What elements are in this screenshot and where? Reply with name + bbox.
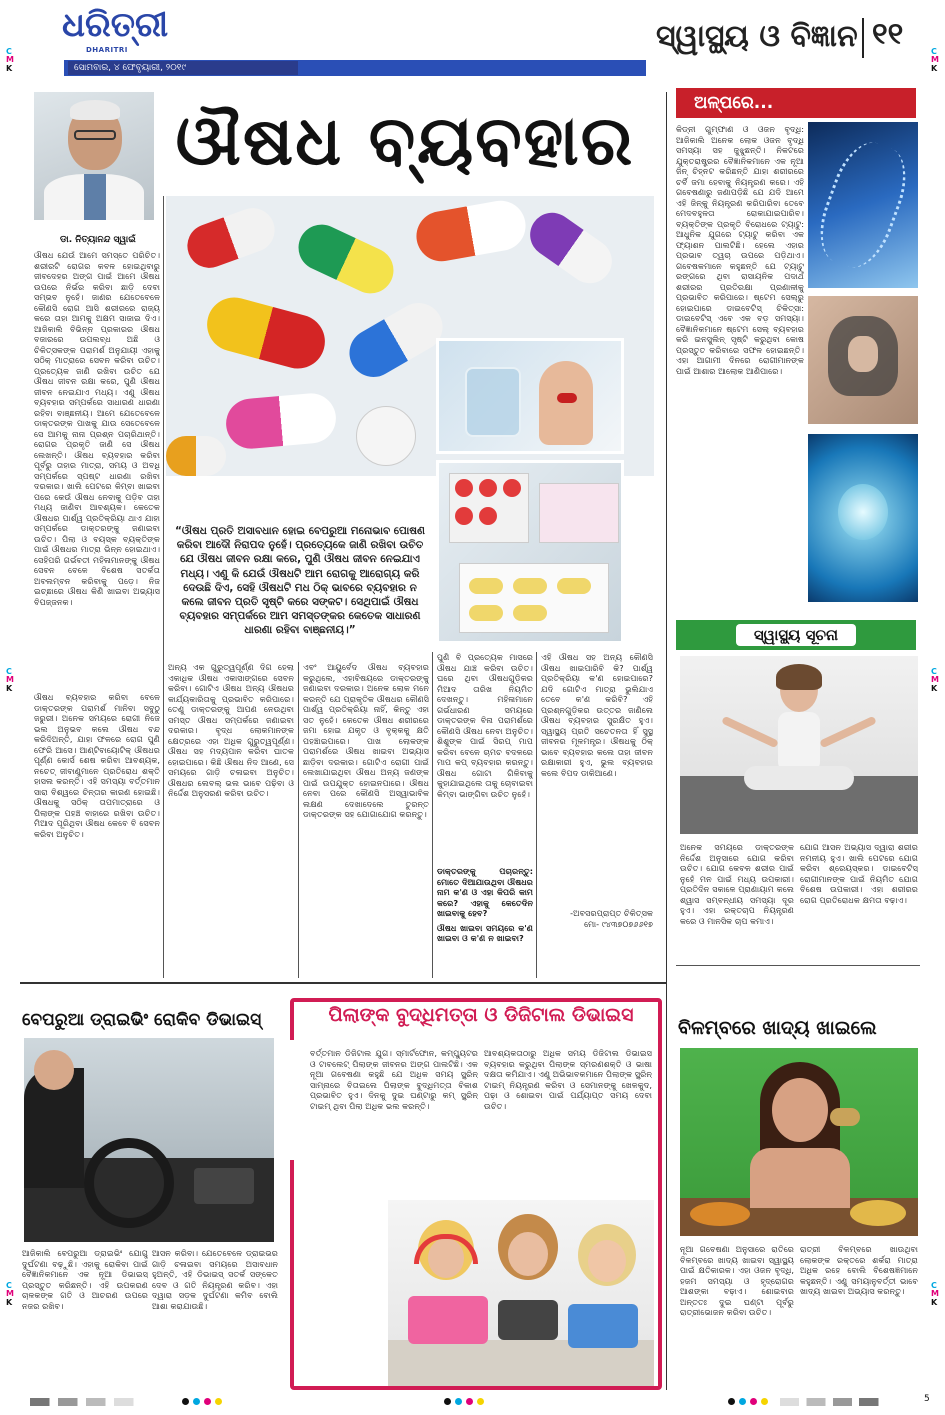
- main-col4: [437, 652, 533, 976]
- health-tips-banner: [676, 620, 916, 650]
- driving-photo: [24, 1038, 274, 1242]
- main-col1-text: ଔଷଧ ଯେଉଁ ଆମେ ସମସ୍ତେ ପରିଚିତ। ଶରୀରଟି ରୋଗର କବଳ ହୋଇଥିବାରୁ ଜୀବଦେହର ଅଙ୍ଗ ପାଇଁ ଆମେ ଔଷଧ ଉପରେ ନିର୍ଭର କରିବା ଛାଡ଼ି ଦେବା ସମ୍ଭବ ନୁହେଁ। ଜାଣର ଯେତେବେଳେ କୌଣସି ରୋଗ ଆସି ଶରୀରରେ ରାଜ୍ୟ କରେ ତାହା ଆମକୁ ଅକ୍ଷମ ସାଜାଇ ଦିଏ। ଆଜିକାଲି ବିଭିନ୍ନ ପ୍ରକାରର ଔଷଧ ବଜାରରେ ଉପଲବ୍ଧ ଅଛି ଓ ଚିକିତ୍ସକଙ୍କ ପରାମର୍ଶ ଅନୁଯାୟୀ ଏହାକୁ ସଠିକ୍ ମାତ୍ରାରେ ସେବନ କରିବା ଉଚିତ। ପ୍ରତ୍ୟେକ ଜାଣି ରଖିବା ଉଚିତ ଯେ ଔଷଧ ଜୀବନ ରକ୍ଷା କରେ, ପୁଣି ଔଷଧ ଜୀବନ ନେଇଯାଏ ମଧ୍ୟ। ଏଣୁ ଔଷଧ ବ୍ୟବହାର ସମ୍ପର୍କରେ ସାଧାରଣ ଧାରଣା ରହିବା ବାଞ୍ଛନୀୟ। ଆମେ ଯେତେବେଳେ ଡାକ୍ତରଙ୍କ ପାଖକୁ ଯାଉ ସେତେବେଳେ ସେ ଆମକୁ ନାନା ପ୍ରଶ୍ନ ପଚାରିଥାନ୍ତି। ରୋଗର ପ୍ରକୃତି ଜାଣି ସେ ଔଷଧ ଲେଖନ୍ତି। ଔଷଧ ବ୍ୟବହାର କରିବା ପୂର୍ବରୁ ତାହାର ମାତ୍ରା, ସମୟ ଓ ଅବଧି ସମ୍ପର୍କରେ ସ୍ପଷ୍ଟ ଧାରଣା ରଖିବା ଦରକାର। ଖାଲି ପେଟରେ କିମ୍ବା ଖାଇବା ପରେ କେଉଁ ଔଷଧ ନେବାକୁ ପଡ଼ିବ ତାହା ମଧ୍ୟ ଜାଣିବା ଆବଶ୍ୟକ। କେତେକ ଔଷଧର ପାର୍ଶ୍ୱ ପ୍ରତିକ୍ରିୟା ଥାଏ ଯାହା ସମ୍ପର୍କରେ ଡାକ୍ତରଙ୍କୁ ଜଣାଇବା ଉଚିତ। ପିଲା ଓ ବୟସ୍କ ବ୍ୟକ୍ତିଙ୍କ ପାଇଁ ଔଷଧର ମାତ୍ରା ଭିନ୍ନ ହୋଇଥାଏ। ସେହିପରି ଗର୍ଭବତୀ ମହିଳାମାନଙ୍କୁ ଔଷଧ ସେବନ ବେଳେ ବିଶେଷ ସତର୍କତା ଅବଲମ୍ବନ କରିବାକୁ ପଡ଼େ। ନିଜ ଇଚ୍ଛାରେ ଔଷଧ କିଣି ଖାଇବା ଅଭ୍ୟାସ ବିପଜ୍ଜନକ।: [34, 250, 160, 607]
- children-devices-photo: [388, 1200, 654, 1386]
- registration-dots-right: [728, 1398, 768, 1405]
- section-title: ସ୍ୱାସ୍ଥ୍ୟ ଓ ବିଜ୍ଞାନ: [656, 19, 858, 54]
- author-hair: [70, 100, 120, 120]
- masthead: [0, 0, 945, 88]
- pull-quote: “ଔଷଧ ପ୍ରତି ଅସାବଧାନ ହୋଇ ବେପରୁଆ ମନୋଭାବ ପୋଷଣ କରିବା ଆଦୌ ନିରାପଦ ନୁହେଁ। ପ୍ରତ୍ୟେକେ ଜାଣି ରଖିବା ଉଚିତ ଯେ ଔଷଧ ଜୀବନ ରକ୍ଷା କରେ, ପୁଣି ଔଷଧ ଜୀବନ ନେଇଯାଏ ମଧ୍ୟ। ଏଣୁ କି ଯେଉଁ ଔଷଧଟି ଆମ ରୋଗକୁ ଆରୋଗ୍ୟ କରି ଦେଉଛି ଦିଏ, ସେହି ଔଷଧଟି ମଧ ଠିକ୍ ଭାବରେ ବ୍ୟବହାର ନ କଲେ ଜୀବନ ପ୍ରତି ସୃଷ୍ଟି କରେ ସଙ୍କଟ। ସେଥିପାଇଁ ଔଷଧ ବ୍ୟବହାର ସମ୍ପର୍କରେ ଆମ ସମସ୍ତଙ୍କର କେତେକ ସାଧାରଣ ଧାରଣା ରହିବା ବାଞ୍ଛନୀୟ।”: [175, 525, 425, 637]
- rule-main-4: [432, 652, 433, 978]
- author-shirt: [84, 174, 106, 220]
- main-col4-text: ପୁଣି ବି ପ୍ରତ୍ୟେକ ମାସରେ ଔଷଧ ଯାଞ୍ଚ କରିବା ଉଚିତ। ଘରେ ଥିବା ଔଷଧଗୁଡ଼ିକର ମିଆଦ ତାରିଖ ନିୟମିତ ଦେଖନ୍ତୁ। ମହିଳାମାନେ ଗର୍ଭଧାରଣ ସମୟରେ ଡାକ୍ତରଙ୍କ ବିନା ପରାମର୍ଶରେ କୌଣସି ଔଷଧ ନେବା ଅନୁଚିତ। ଶିଶୁଙ୍କ ପାଇଁ ସିରପ୍ ମାପ କରିବା ବେଳେ ଚାମଚ ବଦଳରେ ମାପ କପ୍ ବ୍ୟବହାର କରନ୍ତୁ। ଔଷଧ ଗୋଟା ଗିଳିବାକୁ କୁହାଯାଇଥିଲେ ତାକୁ ଚୋବାଇବା କିମ୍ବା ଭାଙ୍ଗିବା ଉଚିତ ନୁହେଁ।: [437, 652, 533, 799]
- main-col5-text: ଏହି ଔଷଧ ସହ ଅନ୍ୟ କୌଣସି ଔଷଧ ଖାଇପାରିବି କି? ପାର୍ଶ୍ୱ ପ୍ରତିକ୍ରିୟା କ'ଣ ହୋଇପାରେ? ଯଦି ଗୋଟିଏ ମାତ୍ରା ଭୁଲିଯାଏ ତେବେ କ'ଣ କରିବି? ଏହି ପ୍ରଶ୍ନଗୁଡ଼ିକର ଉତ୍ତର ଜାଣିଲେ ଔଷଧ ବ୍ୟବହାର ସୁରକ୍ଷିତ ହୁଏ। ସ୍ୱାସ୍ଥ୍ୟ ପ୍ରତି ସଚେତନତା ହିଁ ସୁସ୍ଥ ଜୀବନର ମୂଳମନ୍ତ୍ର। ଔଷଧକୁ ଠିକ୍ ଭାବେ ବ୍ୟବହାର କଲେ ତାହା ଜୀବନ ରକ୍ଷାକାରୀ ହୁଏ, ଭୁଲ ବ୍ୟବହାର କଲେ ବିପଦ ଡାକିଆଣେ।: [541, 652, 653, 778]
- brief-text: କିଡ୍ନୀ ଗୁମ୍ଫାଣ ଓ ଓଜନ ବୃଦ୍ଧି: ଆଜିକାଲି ଅନେକ ଲୋକ ଓଜନ ବୃଦ୍ଧି ସମସ୍ୟା ସହ ଜୁଝୁଛନ୍ତି। ନିକଟରେ ଯୁକ୍ତରାଷ୍ଟ୍ରର ବୈଜ୍ଞାନିକମାନେ ଏକ ନୂଆ ଜିନ୍ ଚିହ୍ନଟ କରିଛନ୍ତି ଯାହା ଶରୀରରେ ଚର୍ବି ଜମା ହେବାକୁ ନିୟନ୍ତ୍ରଣ କରେ। ଏହି ଗବେଷଣାରୁ ଜଣାପଡ଼ିଛି ଯେ ଯଦି ଆମେ ଏହି ଜିନ୍‌କୁ ନିୟନ୍ତ୍ରଣ କରିପାରିବା ତେବେ ମେଦବହୁଳତା ରୋକାଯାଇପାରିବ। ବ୍ୟକ୍ତିଙ୍କ ପ୍ରକୃତି ବିରୋଧରେ ଟ୍ୟାଟୁ: ଆଧୁନିକ ଯୁଗରେ ଟ୍ୟାଟୁ କରିବା ଏକ ଫ୍ୟାଶନ ପାଲଟିଛି। ହେଲେ ଏହାର ପ୍ରଭାବ ତ୍ୱଚା ଉପରେ ପଡ଼ିଥାଏ। ଗବେଷକମାନେ କହୁଛନ୍ତି ଯେ ଟ୍ୟାଟୁ ରଙ୍ଗରେ ଥିବା ରାସାୟନିକ ପଦାର୍ଥ ଶରୀରର ପ୍ରତିରକ୍ଷା ପ୍ରଣାଳୀକୁ ପ୍ରଭାବିତ କରିପାରେ। ଷ୍ଟେମ ସେଲ୍‌ରୁ ହୋଇପାରେ ଡାଇବେଟିସ୍ ଚିକିତ୍ସା: ଡାଇବେଟିସ୍ ଏବେ ଏକ ବଡ଼ ସମସ୍ୟା। ବୈଜ୍ଞାନିକମାନେ ଷ୍ଟେମ ସେଲ୍ ବ୍ୟବହାର କରି ଇନସୁଲିନ୍ ସୃଷ୍ଟି କରୁଥିବା କୋଷ ପ୍ରସ୍ତୁତ କରିବାରେ ସଫଳ ହୋଇଛନ୍ତି। ଏହା ଆଗାମୀ ଦିନରେ ରୋଗୀମାନଙ୍କ ପାଇଁ ଆଶାର ଆଲୋକ ଆଣିପାରେ।: [676, 124, 804, 376]
- cmk-mark-bottom-left: C M K: [6, 1281, 14, 1307]
- registration-dots-left: [182, 1398, 222, 1405]
- cmk-mark-mid-left: C M K: [6, 667, 14, 693]
- rule-main-2: [163, 662, 164, 978]
- footer-grey-blocks: [30, 1398, 170, 1406]
- driving-text-left: ଆଜିକାଲି ବେପରୁଆ ଡ୍ରାଇଭିଂ ଯୋଗୁ ଦୁର୍ଘଟଣା ବଢ଼ୁଛି। ଏହାକୁ ରୋକିବା ପାଇଁ ବୈଜ୍ଞାନିକମାନେ ଏକ ନୂଆ ଡିଭାଇସ୍ ପ୍ରସ୍ତୁତ କରିଛନ୍ତି। ଏହି ଉପକରଣ ଚାଳକଙ୍କ ଗତି ଓ ଆଚରଣ ଉପରେ ନଜର ରଖିବ।: [22, 1248, 148, 1311]
- children-frame-gap: [286, 1040, 296, 1160]
- logo: [62, 5, 192, 60]
- late-eating-banner-text: ବିଳମ୍ବରେ ଖାଦ୍ୟ ଖାଇଲେ: [678, 1017, 877, 1039]
- main-col4-subhead: ଡାକ୍ତରଙ୍କୁ ପଚାରନ୍ତୁ: ମୋତେ ଦିଆଯାଉଥିବା ଔଷଧର ନାମ କ'ଣ ଓ ଏହା କିପରି କାମ କରେ? ଏହାକୁ କେତେଦିନ ଖାଇବାକୁ ହେବ?: [437, 866, 533, 918]
- main-col5: [541, 652, 653, 976]
- rule-right-mid: [676, 965, 920, 966]
- late-eating-banner: [678, 1010, 918, 1046]
- health-tips-text-left: ଅନେକ ସମୟରେ ଡାକ୍ତରଙ୍କ ନିର୍ଦ୍ଦେଶ ଅନୁସାରେ ଯୋଗ କରିବା ଉଚିତ। ଯୋଗ କେବଳ ଶରୀର ପାଇଁ ନୁହେଁ ମନ ପାଇଁ ମଧ୍ୟ ଉପକାରୀ। ପ୍ରତିଦିନ ସକାଳେ ପ୍ରାଣାୟାମ କଲେ ଶ୍ୱାସ ସମ୍ବନ୍ଧୀୟ ସମସ୍ୟା ଦୂର ହୁଏ। ଏହା ରକ୍ତଚାପ ନିୟନ୍ତ୍ରଣ କରେ ଓ ମାନସିକ ଚାପ କମାଏ।: [680, 842, 794, 926]
- late-eating-text-left: ନୂଆ ଗବେଷଣା ଅନୁସାରେ ରାତିରେ ବିଳମ୍ବରେ ଖାଦ୍ୟ ଖାଇବା ସ୍ୱାସ୍ଥ୍ୟ ପାଇଁ କ୍ଷତିକାରକ। ଏହା ଓଜନ ବୃଦ୍ଧି, ହଜମ ସମସ୍ୟା ଓ ହୃଦ୍‌ରୋଗର ଆଶଙ୍କା ବଢ଼ାଏ। ଶୋଇବାର ଅନ୍ତତଃ ଦୁଇ ଘଣ୍ଟା ପୂର୍ବରୁ ରାତ୍ରୀଭୋଜନ କରିବା ଉଚିତ।: [680, 1244, 794, 1317]
- stem-cell-photo: [808, 434, 918, 602]
- author-glasses: [74, 130, 116, 140]
- yoga-photo: [680, 656, 918, 834]
- footer-page-num: 5: [924, 1394, 930, 1404]
- cmk-mark-mid-right: C M K: [931, 667, 939, 693]
- author-photo: [34, 92, 154, 220]
- rule-main-3: [298, 662, 299, 978]
- page-number: ୧୧: [872, 17, 904, 52]
- registration-dots-center: [444, 1398, 484, 1405]
- health-tips-banner-text: ସ୍ୱାସ୍ଥ୍ୟ ସୂଚନା: [736, 624, 856, 646]
- footer-grey-blocks-right: [780, 1398, 900, 1406]
- logo-text: ଧରିତ୍ରୀ: [62, 5, 169, 45]
- cmk-mark-top-left: C M K: [6, 47, 14, 73]
- health-tips-text-right: ଯୋଗ ଆସନ ଅଭ୍ୟାସ ଦ୍ୱାରା ଶରୀର ନମନୀୟ ହୁଏ। ଖାଲି ପେଟରେ ଯୋଗ କରିବା ଶ୍ରେୟସ୍କର। ଡାଇବେଟିସ୍ ରୋଗୀମାନଙ୍କ ପାଇଁ ନିୟମିତ ଯୋଗ ବିଶେଷ ଉପକାରୀ। ଏହା ଶରୀରର ରୋଗ ପ୍ରତିରୋଧକ କ୍ଷମତା ବଢ଼ାଏ।: [800, 842, 918, 905]
- logo-sub: DHARITRI: [86, 46, 128, 54]
- date-text: ସୋମବାର, ୪ ଫେବୃୟାରୀ, ୨୦୧୯: [68, 61, 298, 75]
- main-col2-text: ଅନ୍ୟ ଏକ ଗୁରୁତ୍ୱପୂର୍ଣ୍ଣ ଦିଗ ହେଲା ଏକାଧିକ ଔଷଧ ଏକାସାଙ୍ଗରେ ସେବନ କରିବା। ଗୋଟିଏ ଔଷଧ ଅନ୍ୟ ଔଷଧର କାର୍ଯ୍ୟକାରିତାକୁ ପ୍ରଭାବିତ କରିପାରେ। ତେଣୁ ଡାକ୍ତରଙ୍କୁ ଆପଣ ନେଉଥିବା ସମସ୍ତ ଔଷଧ ସମ୍ପର୍କରେ ଜଣାଇବା ଦରକାର। ବୃଦ୍ଧ ଲୋକମାନଙ୍କ କ୍ଷେତ୍ରରେ ଏହା ଅଧିକ ଗୁରୁତ୍ୱପୂର୍ଣ୍ଣ। ଔଷଧ ସହ ମଦ୍ୟପାନ କରିବା ଘାତକ ହୋଇପାରେ। କିଛି ଔଷଧ ନିଦ ଆଣେ, ସେ ସମୟରେ ଗାଡ଼ି ଚଳାଇବା ଅନୁଚିତ। ଔଷଧର ଲେବଲ୍ ଭଲ ଭାବେ ପଢ଼ିବା ଓ ନିର୍ଦ୍ଦେଶ ଅନୁସରଣ କରିବା ଉଚିତ।: [168, 662, 294, 798]
- brief-banner: [676, 88, 916, 118]
- late-eating-text-right: ରାତ୍ରୀ ବିଳମ୍ବରେ ଖାଉଥିବା ଲୋକଙ୍କ ରକ୍ତରେ ଶର୍କରା ମାତ୍ରା ଅଧିକ ରହେ ବୋଲି ବିଶେଷଜ୍ଞମାନେ କହୁଛନ୍ତି। ଏଣୁ ସମୟାନୁବର୍ତ୍ତୀ ଭାବେ ଖାଦ୍ୟ ଖାଇବା ଅଭ୍ୟାସ କରନ୍ତୁ।: [800, 1244, 918, 1296]
- brief-banner-text: ଅଳ୍ପରେ...: [694, 93, 774, 113]
- eating-woman-photo: [680, 1048, 918, 1236]
- author-phone: ମୋ- ୯୪୩୭୦୭୬୬୧୭: [584, 918, 653, 929]
- cmk-mark-top-right: C M K: [931, 47, 939, 73]
- glass-hand-photo: [436, 338, 624, 454]
- rule-main-1: [163, 196, 164, 696]
- main-headline: ଔଷଧ ବ୍ୟବହାର: [175, 102, 635, 181]
- dna-photo: [808, 122, 918, 288]
- children-headline: ପିଲାଙ୍କ ବୁଦ୍ଧିମତ୍ତା ଓ ଡିଜିଟାଲ ଡିଭାଇସ: [328, 1004, 634, 1026]
- author-byline: ଡା. ନିତ୍ୟାନନ୍ଦ ସ୍ୱାଇଁ: [60, 235, 136, 245]
- main-col3-text: ଏବଂ ଆୟୁର୍ବେଦ ଔଷଧ ବ୍ୟବହାର କରୁଥିଲେ, ଏହାବିଷୟରେ ଡାକ୍ତରଙ୍କୁ ଜଣାଇବା ଦରକାର। ଅନେକ ଲୋକ ମନେ କରନ୍ତି ଯେ ପ୍ରାକୃତିକ ଔଷଧର କୌଣସି ପାର୍ଶ୍ୱ ପ୍ରତିକ୍ରିୟା ନାହିଁ, କିନ୍ତୁ ଏହା ସତ ନୁହେଁ। କେତେକ ଔଷଧ ଶରୀରରେ ଜମା ହୋଇ ଯକୃତ ଓ ବୃକ୍କକୁ କ୍ଷତି ପହଞ୍ଚାଇପାରେ। ପାଖ ଲୋକଙ୍କ ପରାମର୍ଶରେ ଔଷଧ ଖାଇବା ଅଭ୍ୟାସ ଛାଡ଼ିବା ଦରକାର। ଗୋଟିଏ ରୋଗୀ ପାଇଁ ଲେଖାଯାଇଥିବା ଔଷଧ ଅନ୍ୟ ଜଣଙ୍କ ପାଇଁ ଉପଯୁକ୍ତ ହୋଇନପାରେ। ଔଷଧ ନେବା ପରେ କୌଣସି ଅସ୍ୱାଭାବିକ ଲକ୍ଷଣ ଦେଖାଦେଲେ ତୁରନ୍ତ ଡାକ୍ତରଙ୍କ ସହ ଯୋଗାଯୋଗ କରନ୍ତୁ।: [303, 662, 429, 819]
- author-signature: -ଅବସରପ୍ରାପ୍ତ ଚିକିତ୍ସକ: [570, 908, 653, 918]
- driving-headline: ବେପରୁଆ ଡ୍ରାଇଭିଂ ରୋକିବ ଡିଭାଇସ୍: [22, 1010, 262, 1030]
- children-text-left: ବର୍ତ୍ତମାନ ଡିଜିଟାଲ ଯୁଗ। ସ୍ମାର୍ଟଫୋନ, କମ୍ପ୍ୟୁଟର ଓ ଟାବଲେଟ୍ ପିଲାଙ୍କ ଜୀବନର ଅଙ୍ଗ ପାଲଟିଛି। ଏକ ନୂଆ ଗବେଷଣା କହୁଛି ଯେ ଅଧିକ ସମୟ ସ୍କ୍ରିନ୍ ସାମ୍ନାରେ ବିତାଇଲେ ପିଲାଙ୍କ ବୁଦ୍ଧିମତ୍ତା ବିକାଶ ପ୍ରଭାବିତ ହୁଏ। ଦିନକୁ ଦୁଇ ଘଣ୍ଟାରୁ କମ୍ ସ୍କ୍ରିନ୍ ଟାଇମ୍ ଥିବା ପିଲା ଅଧିକ ଭଲ କରନ୍ତି।: [310, 1048, 478, 1111]
- children-text-right: ଆବଶ୍ୟକତାଠାରୁ ଅଧିକ ସମୟ ଡିଜିଟାଲ ଡିଭାଇସ ବ୍ୟବହାର କରୁଥିବା ପିଲାଙ୍କ ସ୍ମରଣଶକ୍ତି ଓ ଭାଷା ଦକ୍ଷତା କମିଯାଏ। ଏଣୁ ଅଭିଭାବକମାନେ ପିଲାଙ୍କ ସ୍କ୍ରିନ୍ ଟାଇମ୍ ନିୟନ୍ତ୍ରଣ କରିବା ଓ ସେମାନଙ୍କୁ ଖେଳକୁଦ, ପଢ଼ା ଓ ଶୋଇବା ପାଇଁ ପର୍ଯ୍ୟାପ୍ତ ସମୟ ଦେବା ଉଚିତ।: [484, 1048, 652, 1111]
- section-divider: [862, 18, 864, 58]
- main-col4-subhead2: ଔଷଧ ଖାଇବା ସମୟରେ କ'ଣ ଖାଇବା ଓ କ'ଣ ନ ଖାଇବା?: [437, 922, 533, 943]
- main-col1-bottom: ଔଷଧ ବ୍ୟବହାର କରିବା ବେଳେ ଡାକ୍ତରଙ୍କ ପରାମର୍ଶ ମାନିବା ସବୁଠୁ ଜରୁରୀ। ଅନେକ ସମୟରେ ରୋଗୀ ନିଜେ ଭଲ ଅନୁଭବ କଲେ ଔଷଧ ବନ୍ଦ କରିଦିଅନ୍ତି, ଯାହା ଫଳରେ ରୋଗ ପୁଣି ଫେରି ଆସେ। ଆଣ୍ଟିବାୟୋଟିକ୍ ଔଷଧର ପୂର୍ଣ୍ଣ କୋର୍ସ ଶେଷ କରିବା ଆବଶ୍ୟକ, ନଚେତ୍ ଜୀବାଣୁମାନେ ପ୍ରତିରୋଧ ଶକ୍ତି ହାସଲ କରନ୍ତି। ଏହି ସମସ୍ୟା ବର୍ତ୍ତମାନ ସାରା ବିଶ୍ୱରେ ଚିନ୍ତାର କାରଣ ହୋଇଛି। ଔଷଧକୁ ସଠିକ୍ ତାପମାତ୍ରାରେ ଓ ପିଲାଙ୍କ ପହଞ୍ଚ ବାହାରେ ରଖିବା ଉଚିତ। ମିଆଦ ପୂରିଥିବା ଔଷଧ କେବେ ବି ସେବନ କରିବା ଅନୁଚିତ।: [34, 692, 160, 839]
- rule-right-column: [666, 92, 667, 1390]
- tattoo-photo: [808, 296, 918, 424]
- rule-bottom-section: [20, 982, 666, 984]
- cmk-mark-bottom-right: C M K: [931, 1281, 939, 1307]
- rule-main-5: [536, 652, 537, 978]
- blister-pack-photo: [436, 460, 624, 644]
- driving-text-right: ଆସନ କରିବା। ଯେତେବେଳେ ଡ୍ରାଇଭର ଗାଡ଼ି ଚଳାଇବା ସମୟରେ ଅସାବଧାନ ହୁଅନ୍ତି, ଏହି ଡିଭାଇସ୍ ସତର୍କ ସଙ୍କେତ ଦେବ ଓ ଗତି ନିୟନ୍ତ୍ରଣ କରିବ। ଏହା ଦ୍ୱାରା ସଡ଼କ ଦୁର୍ଘଟଣା କମିବ ବୋଲି ଆଶା କରାଯାଉଛି।: [152, 1248, 278, 1311]
